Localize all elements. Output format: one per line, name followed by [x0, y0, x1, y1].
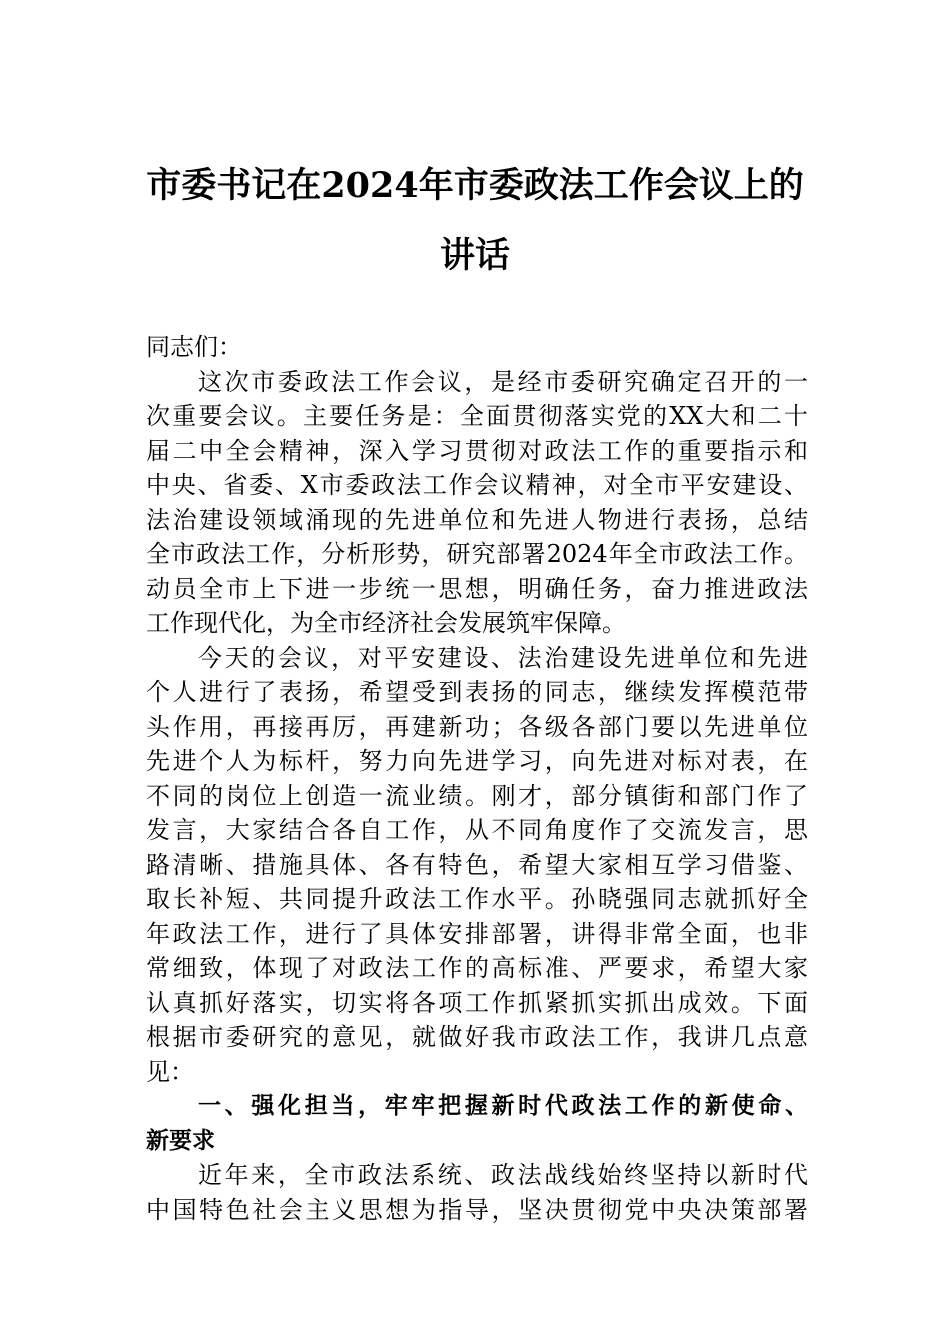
paragraph-line: 动员全市上下进一步统一思想，明确任务，奋力推进政法	[146, 574, 808, 603]
paragraph-line: 工作现代化，为全市经济社会发展筑牢保障。	[146, 609, 626, 637]
paragraph-line: 法治建设领域涌现的先进单位和先进人物进行表扬，总结	[146, 505, 808, 534]
document-body	[146, 330, 808, 1227]
paragraph-line: 根据市委研究的意见，就做好我市政法工作，我讲几点意	[146, 1023, 808, 1051]
heading-line: 一、强化担当，牢牢把握新时代政法工作的新使命、	[198, 1093, 808, 1119]
paragraph-line: 次重要会议。主要任务是：全面贯彻落实党的XX大和二十	[146, 402, 808, 430]
paragraph-line: 今天的会议，对平安建设、法治建设先进单位和先进	[198, 643, 808, 672]
section-heading-1	[146, 1089, 808, 1158]
paragraph-line: 先进个人为标杆，努力向先进学习，向先进对标对表，在	[146, 747, 808, 775]
paragraph-line: 中国特色社会主义思想为指导，坚决贯彻党中央决策部署	[146, 1195, 808, 1224]
paragraph-line: 这次市委政法工作会议，是经市委研究确定召开的一	[198, 367, 808, 396]
paragraph-2	[146, 641, 808, 1090]
paragraph-line: 路清晰、措施具体、各有特色，希望大家相互学习借鉴、	[146, 850, 808, 879]
paragraph-line: 不同的岗位上创造一流业绩。刚才，部分镇街和部门作了	[146, 781, 808, 810]
paragraph-line: 中央、省委、X市委政法工作会议精神，对全市平安建设、	[146, 471, 808, 499]
paragraph-line: 常细致，体现了对政法工作的高标准、严要求，希望大家	[146, 954, 808, 982]
salutation: 同志们：	[146, 333, 242, 361]
paragraph-line: 发言，大家结合各自工作，从不同角度作了交流发言，思	[146, 816, 808, 844]
document-title-line-2: 讲话	[439, 235, 510, 276]
paragraph-line: 见：	[146, 1057, 194, 1086]
paragraph-1	[146, 365, 808, 641]
paragraph-3	[146, 1158, 808, 1227]
paragraph-line: 个人进行了表扬，希望受到表扬的同志，继续发挥模范带	[146, 678, 808, 706]
paragraph-line: 届二中全会精神，深入学习贯彻对政法工作的重要指示和	[146, 436, 808, 465]
paragraph-line: 头作用，再接再厉，再建新功；各级各部门要以先进单位	[146, 712, 808, 741]
paragraph-line: 全市政法工作，分析形势，研究部署2024年全市政法工作。	[146, 540, 808, 568]
paragraph-line: 年政法工作，进行了具体安排部署，讲得非常全面，也非	[146, 919, 808, 948]
paragraph-line: 认真抓好落实，切实将各项工作抓紧抓实抓出成效。下面	[146, 988, 808, 1017]
document-title-line-1: 市委书记在2024年市委政法工作会议上的	[146, 165, 804, 206]
paragraph-line: 取长补短、共同提升政法工作水平。孙晓强同志就抓好全	[146, 885, 808, 913]
heading-line: 新要求	[146, 1127, 215, 1154]
paragraph-line: 近年来，全市政法系统、政法战线始终坚持以新时代	[198, 1161, 808, 1189]
